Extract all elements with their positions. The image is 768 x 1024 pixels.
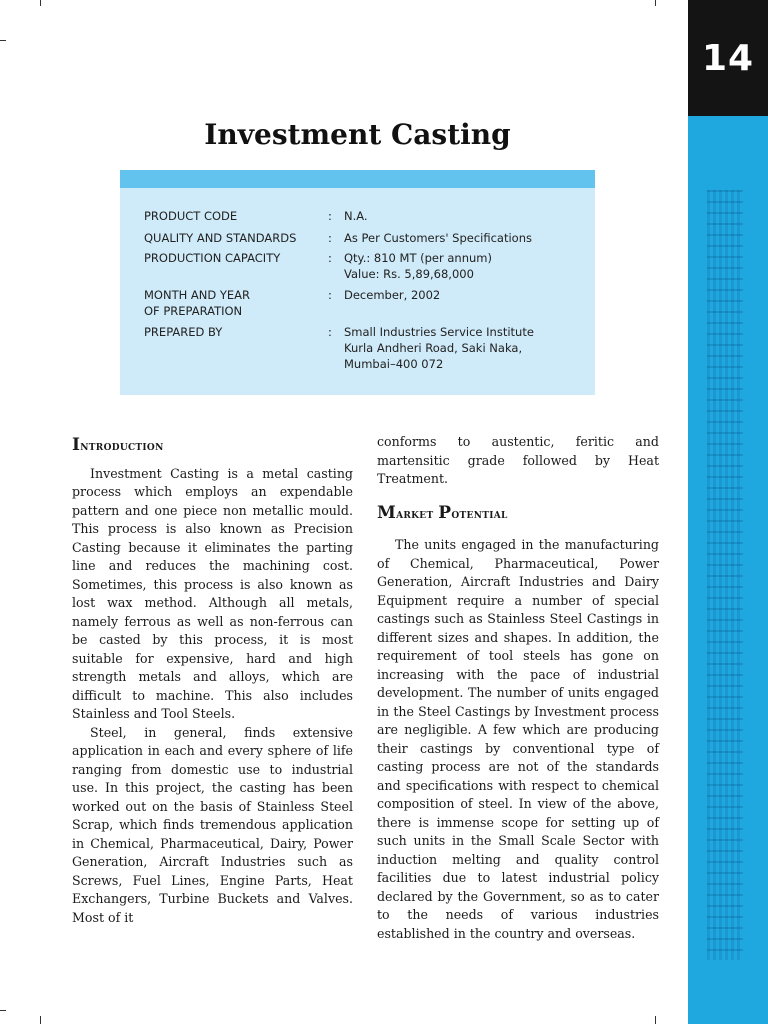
left-column: [72, 436, 353, 927]
info-label-line: MONTH AND YEAR: [144, 288, 251, 302]
info-value-line: Small Industries Service Institute: [344, 325, 534, 339]
section-heading-market-potential: Market Potential: [377, 502, 508, 523]
chapter-number: 14: [701, 38, 755, 79]
body-paragraph: Steel, in general, finds extensive application in each and every sphere of life ranging from domestic use to industrial use. In this project, the casting has been worked out on the basis of Stainless Steel Scrap, which finds tremendous application in Chemical, Pharmaceutical, Dairy, Power Generation, Aircraft Industries such as Screws, Fuel Lines, Engine Parts, Heat Exchangers, Turbine Buckets and Valves. Most of it: [72, 724, 353, 925]
info-value-line: Mumbai–400 072: [344, 357, 444, 371]
sidebar-decorative-pattern: [707, 190, 743, 960]
info-value: [344, 250, 584, 282]
info-value: N.A.: [344, 209, 368, 223]
info-label: PREPARED BY: [144, 325, 223, 339]
info-value-line: Kurla Andheri Road, Saki Naka,: [344, 341, 523, 355]
info-label: PRODUCTION CAPACITY: [144, 251, 281, 265]
info-colon: :: [328, 251, 332, 265]
info-colon: :: [328, 288, 332, 302]
page-title: Investment Casting: [204, 118, 511, 151]
crop-mark: [0, 40, 6, 41]
info-value-line: Value: Rs. 5,89,68,000: [344, 267, 474, 281]
crop-mark: [40, 1016, 41, 1024]
body-paragraph-continued: conforms to austentic, feritic and martensitic grade followed by Heat Treatment.: [377, 434, 659, 486]
info-colon: :: [328, 231, 332, 245]
info-colon: :: [328, 209, 332, 223]
info-value: As Per Customers' Specifications: [344, 231, 532, 245]
body-paragraph: Investment Casting is a metal casting process which employs an expendable pattern and one piece non metallic mould. This process is also known as Precision Casting because it eliminates the parting line and reduces the machining cost. Sometimes, this process is also known as lost wax method. Although all metals, namely ferrous as well as non-ferrous can be casted by this process, it is most suitable for expensive, hard and high strength metals and alloys, which are difficult to machine. This also includes Stainless and Tool Steels.: [72, 465, 353, 721]
section-heading-introduction: Introduction: [72, 435, 164, 455]
crop-mark: [655, 1016, 656, 1024]
info-colon: :: [328, 325, 332, 339]
info-value-line: Qty.: 810 MT (per annum): [344, 251, 492, 265]
crop-mark: [0, 1010, 6, 1011]
info-label: QUALITY AND STANDARDS: [144, 231, 297, 245]
crop-mark: [655, 0, 656, 6]
crop-mark: [40, 0, 41, 6]
body-paragraph: The units engaged in the manufacturing of Chemical, Pharmaceutical, Power Generation, Aircraft Industries and Dairy Equipment require a number of special castings such as Stainless Steel Castings in different sizes and shapes. In addition, the requirement of tool steels has gone on increasing with the pace of industrial development. The number of units engaged in the Steel Castings by Investment process are negligible. A few which are producing their castings by conventional type of casting process are not of the standards and specifications with respect to chemical composition of steel. In view of the above, there is immense scope for setting up of such units in the Small Scale Sector with induction melting and quality control facilities due to latest industrial policy declared by the Government, so as to cater to the needs of various industries established in the country and overseas.: [377, 537, 659, 941]
info-value: [344, 324, 584, 372]
info-label-line: OF PREPARATION: [144, 304, 243, 318]
right-column: [377, 433, 659, 943]
info-value: December, 2002: [344, 288, 441, 302]
info-label: [144, 287, 324, 319]
info-label: PRODUCT CODE: [144, 209, 238, 223]
info-panel-header-stripe: [120, 170, 595, 188]
